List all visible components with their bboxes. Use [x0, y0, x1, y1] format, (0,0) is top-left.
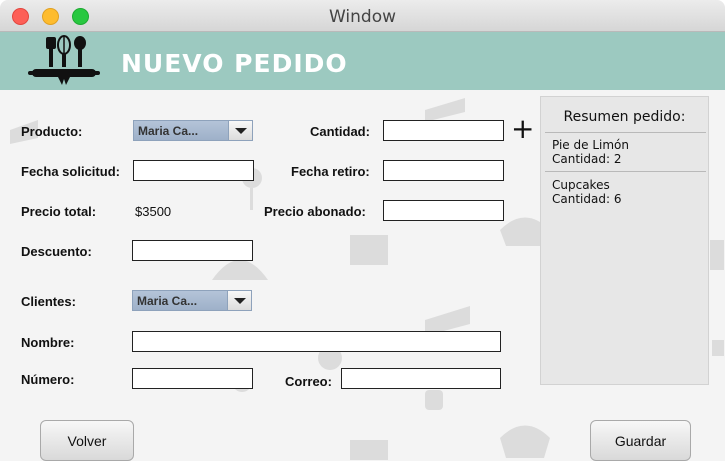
precio-abonado-label: Precio abonado:	[264, 204, 366, 219]
correo-input[interactable]	[341, 368, 501, 389]
correo-label: Correo:	[285, 374, 332, 389]
save-button[interactable]: Guardar	[590, 420, 691, 461]
numero-label: Número:	[21, 372, 75, 387]
fecha-retiro-input[interactable]	[383, 160, 504, 181]
producto-select[interactable]	[133, 120, 253, 141]
title-bar	[0, 0, 725, 32]
list-item[interactable]	[552, 178, 621, 206]
clientes-label: Clientes:	[21, 294, 76, 309]
divider	[545, 132, 706, 133]
header-banner	[0, 32, 725, 90]
descuento-label: Descuento:	[21, 244, 92, 259]
clientes-select-value: Maria Ca...	[133, 291, 227, 310]
numero-input[interactable]	[132, 368, 253, 389]
divider	[545, 171, 706, 172]
window-title: Window	[328, 7, 397, 27]
precio-total-value: $3500	[135, 204, 172, 219]
chevron-down-icon[interactable]	[227, 291, 251, 310]
page-title: NUEVO PEDIDO	[121, 49, 348, 78]
summary-item-name: Cupcakes	[552, 178, 610, 192]
fecha-solicitud-label: Fecha solicitud:	[21, 164, 120, 179]
add-product-icon[interactable]: +	[511, 112, 535, 145]
precio-total-label: Precio total:	[21, 204, 97, 219]
clientes-select[interactable]	[132, 290, 252, 311]
kitchen-utensils-icon	[28, 35, 100, 87]
summary-item-qty: Cantidad: 2	[552, 152, 622, 166]
cantidad-label: Cantidad:	[310, 124, 370, 139]
list-item[interactable]	[552, 138, 629, 166]
fecha-solicitud-input[interactable]	[133, 160, 254, 181]
cantidad-input[interactable]	[383, 120, 504, 141]
nombre-input[interactable]	[132, 331, 501, 352]
fecha-retiro-label: Fecha retiro:	[291, 164, 370, 179]
summary-title: Resumen pedido:	[563, 109, 686, 125]
descuento-input[interactable]	[132, 240, 253, 261]
precio-abonado-input[interactable]	[383, 200, 504, 221]
producto-label: Producto:	[21, 124, 83, 139]
nombre-label: Nombre:	[21, 335, 75, 350]
producto-select-value: Maria Ca...	[134, 121, 228, 140]
order-summary-panel	[540, 96, 709, 385]
back-button[interactable]: Volver	[40, 420, 134, 461]
chevron-down-icon[interactable]	[228, 121, 252, 140]
summary-item-name: Pie de Limón	[552, 138, 629, 152]
summary-item-qty: Cantidad: 6	[552, 192, 622, 206]
